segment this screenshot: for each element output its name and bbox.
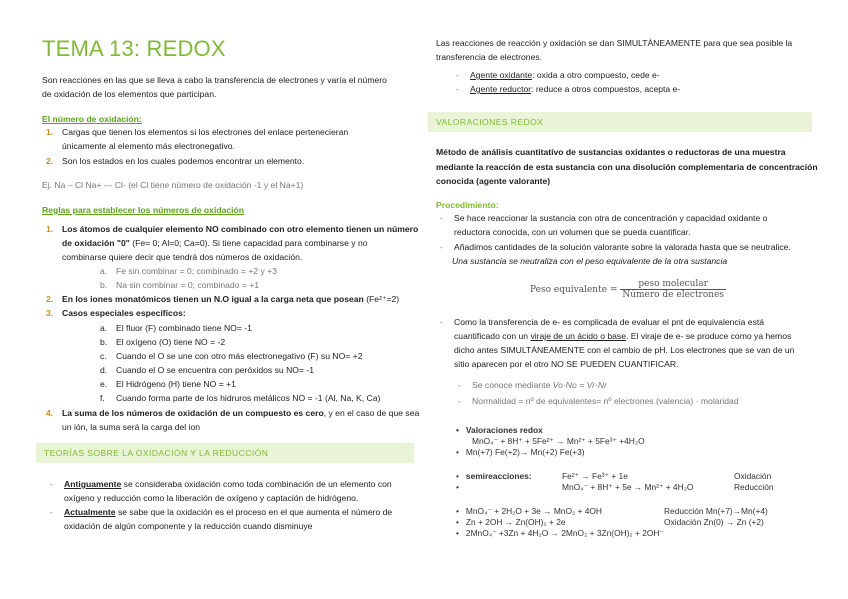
rule-3-sub-d: d. Cuando el O se encuentra con peróxidos su NO= -1 (100, 365, 315, 375)
gray-item-2: - Normalidad = nº de equivalentes= nº electrones (valencia) · molaridad (458, 396, 739, 406)
method-1: Método de análisis cuantitativo de sustancias oxidantes o reductoras de una muestra (436, 147, 786, 157)
ox-item-1-cont: únicamente al elemento más electronegativo. (62, 141, 235, 151)
rule-3: 3. Casos especiales específicos: (46, 308, 186, 318)
chem-semi-eq-2: MnO₄⁻ + 8H⁺ + 5e → Mn²⁺ + 4H₂O (562, 482, 694, 492)
example-line: Ej. Na – Cl Na+ --- Cl- (el Cl tiene número de oxidación -1 y el Na+1) (42, 180, 304, 190)
chem-bullet-2: • (456, 482, 459, 492)
transfer-line-1: - Como la transferencia de e- es complicada de evaluar el pnt de equivalencia está (440, 317, 765, 327)
right-intro-1: Las reacciones de reacción y oxidación se dan SIMULTÁNEAMENTE para que sea posible la (436, 38, 793, 48)
theory-1-cont: oxígeno y reducción como la liberación de oxígeno y captación de hidrógeno. (64, 493, 359, 503)
chem-eq-2: • Mn(+7) Fe(+2)→ Mn(+2) Fe(+3) (456, 447, 585, 457)
chem-eq-1: MnO₄⁻ + 8H⁺ + 5Fe²⁺ → Mn²⁺ + 5Fe³⁺ +4H₂O (472, 436, 645, 446)
procedure-1-cont: reductora conocida, con un volumen que se pueda cuantificar. (454, 227, 691, 237)
procedure-1: - Se hace reaccionar la sustancia con otra de concentración y capacidad oxidante o (440, 213, 768, 223)
rule-3-sub-e: e. El Hidrógeno (H) tiene NO = +1 (100, 379, 236, 389)
rule-1: 1. Los átomos de cualquier elemento NO combinado con otro elemento tienen un número (46, 224, 419, 234)
method-3: conocida (agente valorante) (436, 176, 551, 186)
rule-4: 4. La suma de los números de oxidación de un compuesto es cero, y en el caso de que sea (46, 408, 420, 418)
theories-band: TEORÍAS SOBRE LA OXIDACIÓN Y LA REDUCCIÓN (36, 443, 414, 463)
agent-reductor: - Agente reductor: reduce a otros compuestos, acepta e- (456, 84, 681, 94)
ox-item-1: 1. Cargas que tienen los elementos si los electrones del enlace pertenecieran (46, 127, 349, 137)
valoraciones-band: VALORACIONES REDOX (428, 112, 812, 132)
intro-line-2: de oxidación de los elementos que participan. (42, 89, 217, 99)
chem-r2-label: Oxidación Zn(0) → Zn (+2) (664, 517, 764, 527)
theory-2-cont: oxidación de algún componente y la reducción cuando disminuye (64, 521, 313, 531)
theory-2: - Actualmente se sabe que la oxidación es el proceso en el que aumenta el número de (50, 507, 393, 517)
ox-number-heading: El número de oxidación: (42, 114, 142, 124)
chem-semi-1: • semireacciones: (456, 471, 532, 481)
theory-1: - Antiguamente se consideraba oxidación como toda combinación de un elemento con (50, 479, 392, 489)
transfer-line-2: cuantificado con un viraje de un ácido o base. El viraje de e- se produce como ya hemos (454, 331, 792, 341)
rule-4-cont: un ión, la suma será la carga del ion (62, 422, 201, 432)
intro-line-1: Son reacciones en las que se lleva a cabo la transferencia de electrones y varía el número (42, 75, 387, 85)
rule-3-sub-a: a. El fluor (F) combinado tiene NO= -1 (100, 323, 252, 333)
rule-1-line3: combinarse quiere decir que tendrá dos números de oxidación. (62, 252, 303, 262)
page-title: TEMA 13: REDOX (42, 36, 226, 61)
rule-1-cont: de oxidación "0" (Fe= 0; Al=0; Ca=0). Si tiene capacidad para combinarse y no (62, 238, 368, 248)
rule-2: 2. En los iones monatómicos tienen un N.O igual a la carga neta que posean (Fe²⁺=2) (46, 294, 400, 304)
chem-semi-eq-1: Fe²⁺ → Fe³⁺ + 1e (562, 471, 628, 481)
rule-3-sub-f: f. Cuando forma parte de los hidruros metálicos NO = -1 (Al, Na, K, Ca) (100, 393, 381, 403)
rule-1-sub-a: a. Fe sin combinar = 0; combinado = +2 y +3 (100, 266, 277, 276)
rule-1-sub-b: b. Na sin combinar = 0; combinado = +1 (100, 280, 260, 290)
procedure-heading: Procedimiento: (436, 200, 499, 210)
chem-heading: • Valoraciones redox (456, 425, 543, 435)
procedure-2: - Añadimos cantidades de la solución valorante sobre la valorada hasta que se neutralice. (440, 242, 791, 252)
equivalent-weight-formula: Peso equivalente = $\frac{\text{peso molecular}}{\text{Número de electrones}}$ (530, 279, 725, 300)
method-2: mediante la reacción de esta sustancia con una disolución complementaria de concentración (436, 162, 818, 172)
right-intro-2: transferencia de electrones. (436, 52, 543, 62)
chem-r3: • 2MnO₄⁻ +3Zn + 4H₂O → 2MnO₂ + 3Zn(OH)₂ + 2OH⁻ (456, 528, 664, 538)
chem-semi-label-2: Reducción (734, 482, 774, 492)
procedure-italic: Una sustancia se neutraliza con el peso equivalente de la otra sustancia (452, 256, 728, 266)
chem-semi-label-1: Oxidación (734, 471, 772, 481)
ox-item-2: 2. Son los estados en los cuales podemos encontrar un elemento. (46, 156, 305, 166)
transfer-line-4: sitio aparecen por el otro NO SE PUEDEN CUANTIFICAR. (454, 359, 679, 369)
chem-r2: • Zn + 2OH → Zn(OH)₂ + 2e (456, 517, 566, 527)
chem-r1: • MnO₄⁻ + 2H₂O + 3e → MnO₂ + 4OH (456, 506, 602, 516)
transfer-line-3: dicho antes SIMULTÁNEAMENTE con el cambio de pH. Los electrones que se van de un (454, 345, 795, 355)
gray-item-1: - Se conoce mediante Vo·No = Vr·Nr (458, 380, 607, 390)
rule-3-sub-b: b. El oxígeno (O) tiene NO = -2 (100, 337, 226, 347)
agent-oxidante: - Agente oxidante: oxida a otro compuesto, cede e- (456, 70, 660, 80)
chem-r1-label: Reducción Mn(+7)→Mn(+4) (664, 506, 768, 516)
rules-heading: Reglas para establecer los números de oxidación (42, 205, 245, 215)
rule-3-sub-c: c. Cuando el O se une con otro más electronegativo (F) su NO= +2 (100, 351, 363, 361)
